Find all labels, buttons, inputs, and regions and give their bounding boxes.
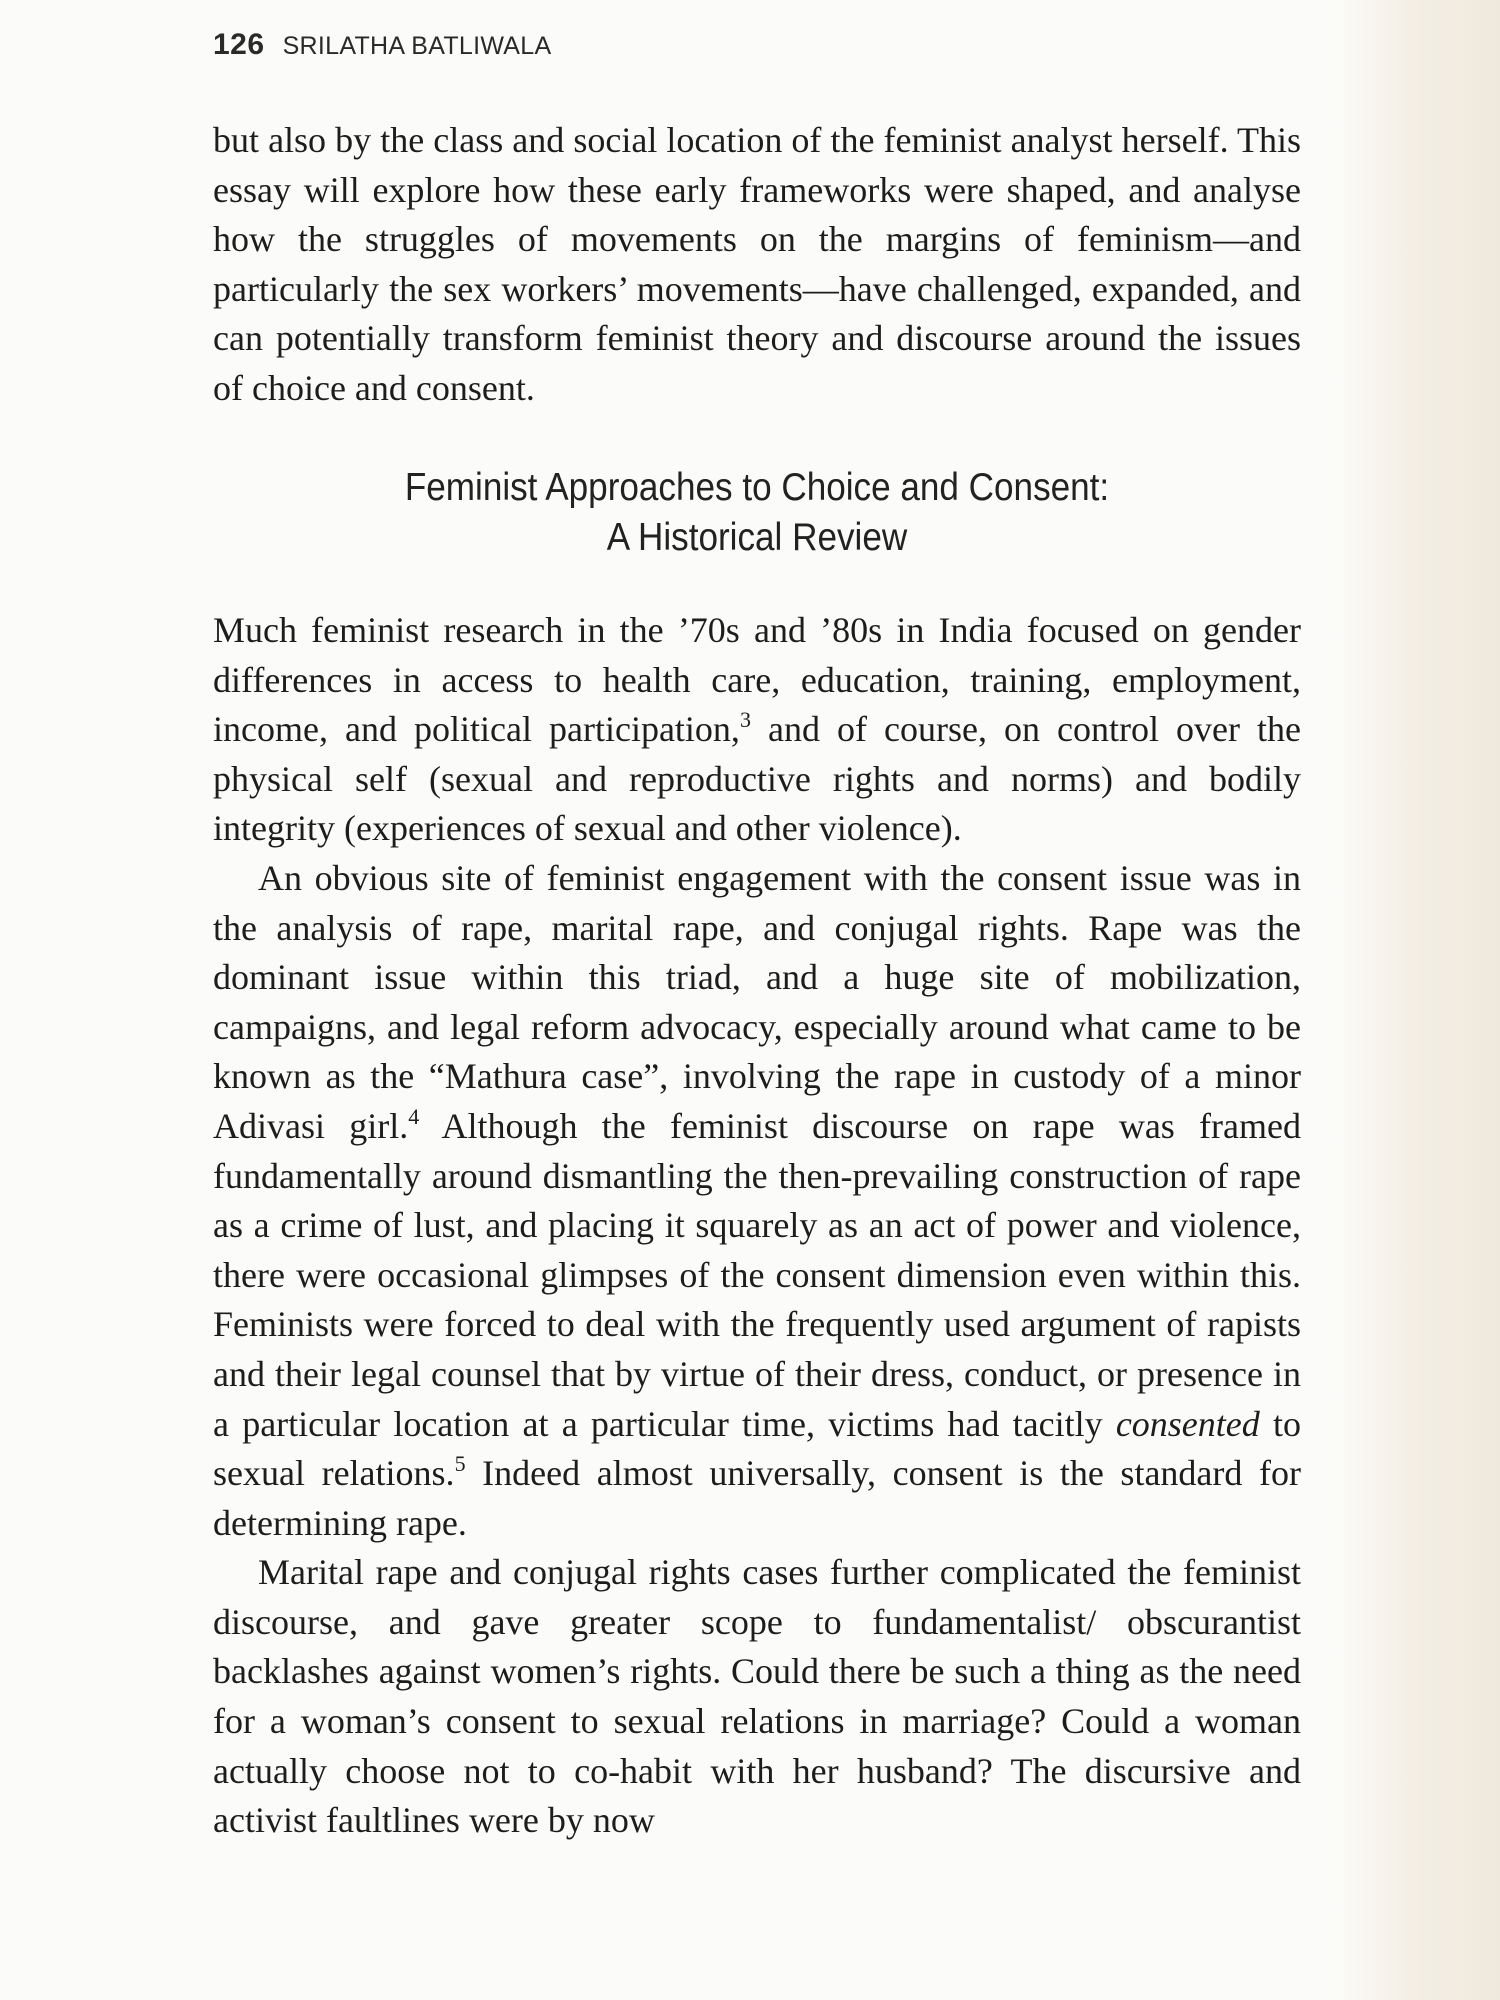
section-heading-line-2: A Historical Review [606,516,908,559]
intro-paragraph: but also by the class and social location of the feminist analyst herself. This essay will explore how these early frameworks were shaped, and analyse how the struggles of movements on the margins of feminism—and particularly the sex workers’ movements—have challenged, expanded, and can potentially transform feminist theory and discourse around the issues of choice and consent. [213,120,1301,408]
paragraph-1-text-b: and of course, on control over the physical self (sexual and reproductive rights and norms) and bodily integrity (experiences of sexual and other violence). [213,709,1301,849]
paragraph-3: Marital rape and conjugal rights cases further complicated the feminist discourse, and gave greater scope to fundamentalist/ obscurantist backlashes against women’s rights. Could there be such a thing as the need for a woman’s consent to sexual relations in marriage? Could a woman actually choose not to co-habit with her husband? The discursive and activist faultlines were by now [213,1552,1301,1841]
section-heading-line-1: Feminist Approaches to Choice and Consent: [404,466,1110,509]
page-edge-shadow [1335,0,1500,2000]
paragraph-2 [213,854,1301,1548]
section-body [213,606,1301,1846]
footnote-ref-3: 3 [739,707,751,733]
running-header [213,28,551,62]
footnote-ref-5: 5 [454,1451,466,1477]
footnote-ref-4: 4 [408,1103,420,1129]
emphasis-consented: consented [1115,1403,1260,1444]
paragraph-1-text-a: Much feminist research in the ’70s and ’80s in India focused on gender differences in access to health care, education, training, employment, income, and political participation, [213,610,1301,750]
section-heading [267,463,1246,563]
paragraph-2-text-b: Although the feminist discourse on rape was framed fundamentally around dismantling the then-prevailing construction of rape as a crime of lust, and placing it squarely as an act of power and violence, there were occasional glimpses of the consent dimension even within this. Feminists were forced to deal with the frequently used argument of rapists and their legal counsel that by virtue of their dress, conduct, or presence in a particular location at a particular time, victims had tacitly [213,1105,1301,1444]
running-head-author: SRILATHA BATLIWALA [282,32,552,60]
paragraph-2-text-d: Indeed almost universally, consent is the standard for determining rape. [213,1453,1301,1543]
paragraph-1 [213,606,1301,854]
paragraph-2-text-c: to sexual relations. [213,1403,1301,1494]
page-number: 126 [213,28,265,61]
paragraph-2-text-a: An obvious site of feminist engagement with the consent issue was in the analysis of rape, marital rape, and conjugal rights. Rape was the dominant issue within this triad, and a huge site of mobilization, campaigns, and legal reform advocacy, especially around what came to be known as the “Mathura case”, involving the rape in custody of a minor Adivasi girl. [213,857,1301,1146]
